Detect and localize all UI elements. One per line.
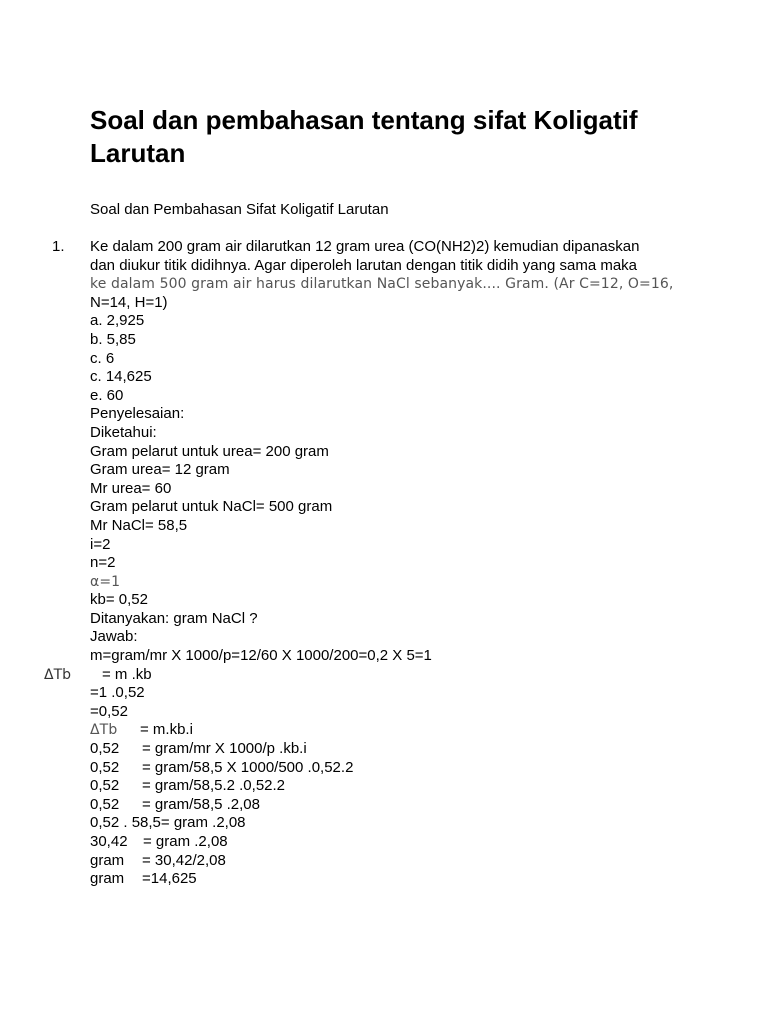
question-line-4: N=14, H=1) bbox=[90, 293, 168, 311]
document-title: Soal dan pembahasan tentang sifat Koligatif Larutan bbox=[90, 105, 638, 168]
question-line-1: Ke dalam 200 gram air dilarutkan 12 gram urea (CO(NH2)2) kemudian dipanaskan bbox=[90, 238, 640, 255]
step-right: = gram/58,5 .2,08 bbox=[142, 795, 260, 813]
calc-step bbox=[90, 833, 710, 852]
known-alpha: α=1 bbox=[90, 573, 121, 590]
answer-heading: Jawab: bbox=[90, 628, 138, 646]
step-right: = gram/58,5 X 1000/500 .0,52.2 bbox=[142, 758, 354, 776]
formula-line bbox=[90, 721, 710, 740]
step-right: = gram/58,5.2 .0,52.2 bbox=[142, 777, 286, 795]
formula-left: ΔTb bbox=[90, 722, 118, 739]
formula-right: = m.kb.i bbox=[140, 721, 193, 739]
question-number: 1. bbox=[52, 238, 65, 255]
option-a: a. 2,925 bbox=[90, 312, 145, 330]
step-left: 0,52 bbox=[90, 777, 120, 795]
step-left: 0,52 bbox=[90, 758, 120, 776]
question-line-2: dan diukur titik didihnya. Agar diperoleh larutan dengan titik didih yang sama maka bbox=[90, 256, 638, 274]
delta-tb-equation: = m .kb bbox=[102, 665, 152, 683]
calc-step bbox=[90, 759, 710, 778]
option-d: c. 14,625 bbox=[90, 368, 152, 386]
step-left: gram bbox=[90, 870, 125, 888]
calc-step: =0,52 bbox=[90, 702, 128, 720]
step-right: = gram .2,08 bbox=[143, 833, 228, 850]
known-item: Gram pelarut untuk urea= 200 gram bbox=[90, 442, 329, 460]
known-item: Mr urea= 60 bbox=[90, 479, 172, 497]
delta-tb-label: ΔTb bbox=[44, 666, 72, 683]
question-line-3: ke dalam 500 gram air harus dilarutkan NaCl sebanyak.... Gram. (Ar C=12, O=16, bbox=[90, 276, 674, 293]
delta-tb-line bbox=[44, 665, 710, 685]
known-item: Gram pelarut untuk NaCl= 500 gram bbox=[90, 498, 333, 516]
final-answer bbox=[90, 870, 710, 889]
calc-step bbox=[90, 740, 710, 759]
option-e: e. 60 bbox=[90, 386, 124, 404]
calc-step bbox=[90, 796, 710, 815]
step-right: =14,625 bbox=[142, 870, 197, 888]
known-heading: Diketahui: bbox=[90, 423, 157, 441]
calc-step: 0,52 . 58,5= gram .2,08 bbox=[90, 814, 246, 832]
calc-step bbox=[90, 852, 710, 871]
step-left: 0,52 bbox=[90, 795, 120, 813]
solution-heading: Penyelesaian: bbox=[90, 405, 185, 423]
asked-line: Ditanyakan: gram NaCl ? bbox=[90, 609, 258, 627]
known-item: Gram urea= 12 gram bbox=[90, 461, 230, 479]
calc-step bbox=[90, 777, 710, 796]
known-item: i=2 bbox=[90, 535, 111, 553]
known-item: n=2 bbox=[90, 554, 116, 572]
option-c: c. 6 bbox=[90, 349, 115, 367]
calc-step: =1 .0,52 bbox=[90, 684, 145, 702]
question-body bbox=[44, 238, 710, 889]
molality-calculation: m=gram/mr X 1000/p=12/60 X 1000/200=0,2 X 5=1 bbox=[90, 647, 432, 665]
document-subtitle: Soal dan Pembahasan Sifat Koligatif Larutan bbox=[90, 201, 389, 218]
known-kb: kb= 0,52 bbox=[90, 591, 148, 609]
option-b: b. 5,85 bbox=[90, 330, 136, 348]
step-left: 0,52 bbox=[90, 740, 120, 758]
step-left: 30,42 bbox=[90, 833, 128, 850]
step-left: gram bbox=[90, 851, 125, 869]
step-right: = 30,42/2,08 bbox=[142, 851, 226, 869]
known-item: Mr NaCl= 58,5 bbox=[90, 516, 188, 534]
step-right: = gram/mr X 1000/p .kb.i bbox=[142, 740, 307, 758]
